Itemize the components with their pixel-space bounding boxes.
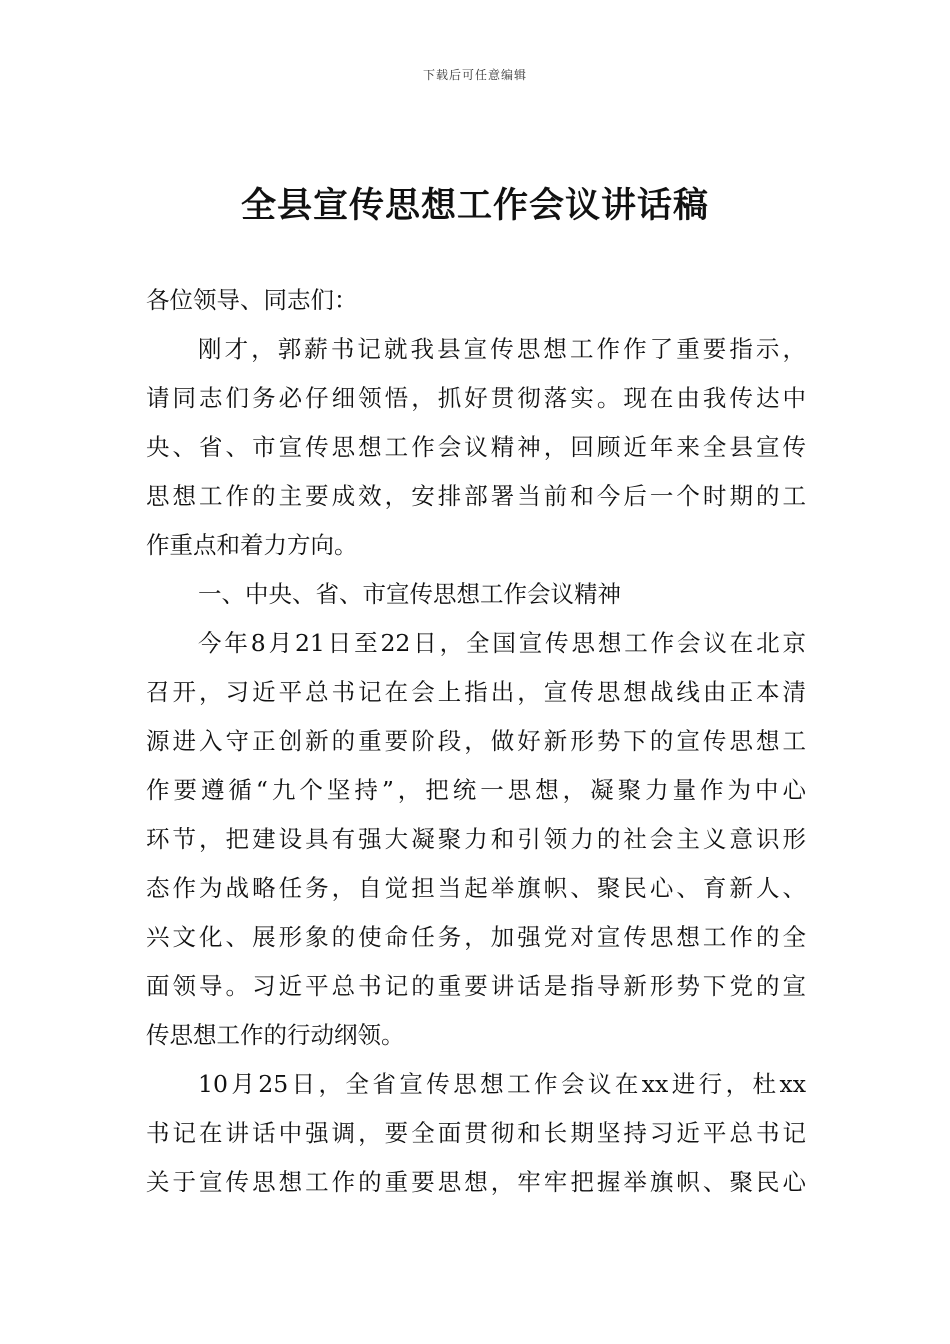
text-line: 作重点和着力方向。 xyxy=(146,531,358,559)
text-line: 今年8月21日至22日，全国宣传思想工作会议在北京 xyxy=(198,629,806,657)
text-line: 书记在讲话中强调，要全面贯彻和长期坚持习近平总书记 xyxy=(146,1119,806,1147)
text-line: 召开，习近平总书记在会上指出，宣传思想战线由正本清 xyxy=(146,678,806,706)
document-title: 全县宣传思想工作会议讲话稿 xyxy=(240,186,709,226)
text-line: 10月25日，全省宣传思想工作会议在xx进行，杜xx xyxy=(198,1070,806,1098)
text-line: 源进入守正创新的重要阶段，做好新形势下的宣传思想工 xyxy=(146,727,806,755)
header-note: 下载后可任意编辑 xyxy=(422,68,527,82)
text-line: 央、省、市宣传思想工作会议精神，回顾近年来全县宣传 xyxy=(146,433,806,461)
text-line: 关于宣传思想工作的重要思想，牢牢把握举旗帜、聚民心 xyxy=(146,1168,806,1196)
text-line: 态作为战略任务，自觉担当起举旗帜、聚民心、育新人、 xyxy=(146,874,806,902)
text-line: 面领导。习近平总书记的重要讲话是指导新形势下党的宣 xyxy=(146,972,806,1000)
text-line: 传思想工作的行动纲领。 xyxy=(146,1021,405,1049)
text-line: 兴文化、展形象的使命任务，加强党对宣传思想工作的全 xyxy=(146,923,806,951)
text-line: 环节，把建设具有强大凝聚力和引领力的社会主义意识形 xyxy=(146,825,806,853)
text-line: 刚才，郭薪书记就我县宣传思想工作作了重要指示， xyxy=(198,335,806,363)
text-line: 请同志们务必仔细领悟，抓好贯彻落实。现在由我传达中 xyxy=(146,384,806,412)
text-line: 思想工作的主要成效，安排部署当前和今后一个时期的工 xyxy=(146,482,806,510)
text-line: 各位领导、同志们： xyxy=(146,286,358,314)
text-line: 一、中央、省、市宣传思想工作会议精神 xyxy=(198,580,621,608)
document-body xyxy=(146,276,806,1207)
text-line: 作要遵循“九个坚持”，把统一思想，凝聚力量作为中心 xyxy=(146,776,806,804)
